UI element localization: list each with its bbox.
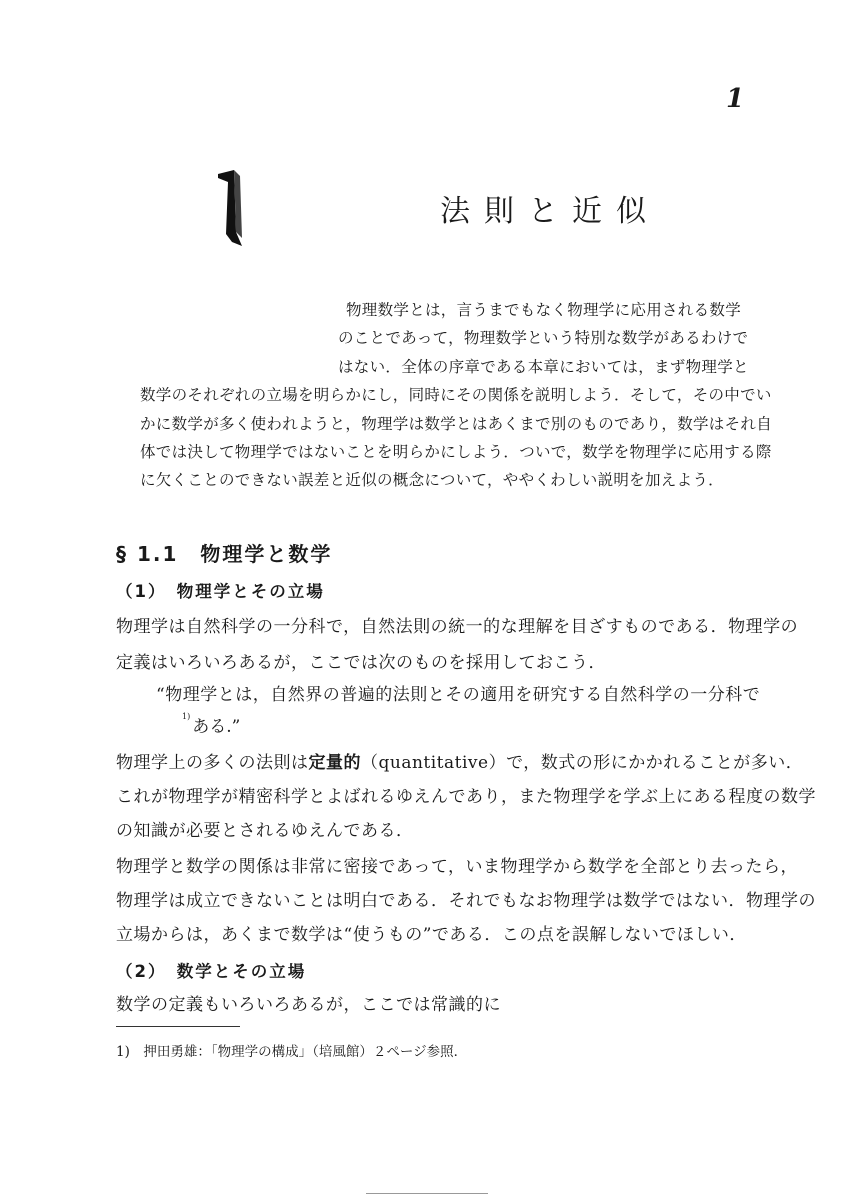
section-title: § 1.1 物理学と数学	[116, 542, 333, 566]
quote-end	[148, 712, 240, 737]
paragraph-line: 物理学は自然科学の一分科で，自然法則の統一的な理解を目ざすものである．物理学の	[116, 617, 799, 637]
paragraph-line: 数学の定義もいろいろあるが，ここでは常識的に	[116, 995, 501, 1015]
intro-line: 数学のそれぞれの立場を明らかにし，同時にその関係を説明しよう．そして，その中でい	[140, 386, 772, 405]
para2-post: （quantitative）で，数式の形にかかれることが多い．	[361, 753, 804, 773]
chapter-intro	[140, 296, 773, 495]
paragraph-line: 物理学は成立できないことは明白である．それでもなお物理学は数学ではない．物理学の	[116, 891, 816, 911]
intro-line: かに数学が多く使われようと，物理学は数学とはあくまで別のものであり，数学はそれ自	[140, 414, 773, 433]
page-number: 1	[726, 84, 745, 114]
page-bottom-rule	[366, 1193, 488, 1194]
para2-pre: 物理学上の多くの法則は	[116, 753, 309, 773]
intro-line: 体では決して物理学ではないことを明らかにしよう．ついで，数学を物理学に応用する際	[140, 442, 772, 461]
footnote-divider	[116, 1026, 240, 1027]
paragraph-line: 物理学と数学の関係は非常に密接であって，いま物理学から数学を全部とり去ったら，	[116, 857, 798, 877]
paragraph-line: 定義はいろいろあるが，ここでは次のものを採用しておこう．	[116, 653, 606, 673]
subsection-title-1: （1） 物理学とその立場	[116, 582, 325, 601]
subsection-title-2: （2） 数学とその立場	[116, 962, 307, 981]
paragraph-line: の知識が必要とされるゆえんである．	[116, 821, 414, 841]
intro-line: のことであって，物理数学という特別な数学があるわけで	[338, 329, 749, 348]
footnote: 1) 押田勇雄：「物理学の構成」（培風館）２ページ参照．	[116, 1044, 468, 1060]
quote-end-text: ある.”	[192, 717, 241, 737]
paragraph-line: 立場からは，あくまで数学は“使うもの”である．この点を誤解しないでほしい．	[116, 925, 747, 945]
intro-line: に欠くことのできない誤差と近似の概念について，ややくわしい説明を加えよう．	[140, 471, 724, 490]
intro-line: はない．全体の序章である本章においては，まず物理学と	[338, 357, 749, 376]
chapter-number-1	[212, 168, 252, 248]
paragraph-line: これが物理学が精密科学とよばれるゆえんであり，また物理学を学ぶ上にある程度の数学	[116, 787, 816, 807]
intro-line: 物理数学とは，言うまでもなく物理学に応用される数学	[346, 301, 742, 319]
paragraph-line	[116, 748, 803, 773]
footnote-ref: 1)	[182, 712, 191, 721]
quote-line: “物理学とは，自然界の普遍的法則とその適用を研究する自然科学の一分科で	[156, 685, 761, 705]
chapter-title: 法則と近似	[440, 194, 660, 229]
emphasis-term: 定量的	[308, 753, 361, 773]
